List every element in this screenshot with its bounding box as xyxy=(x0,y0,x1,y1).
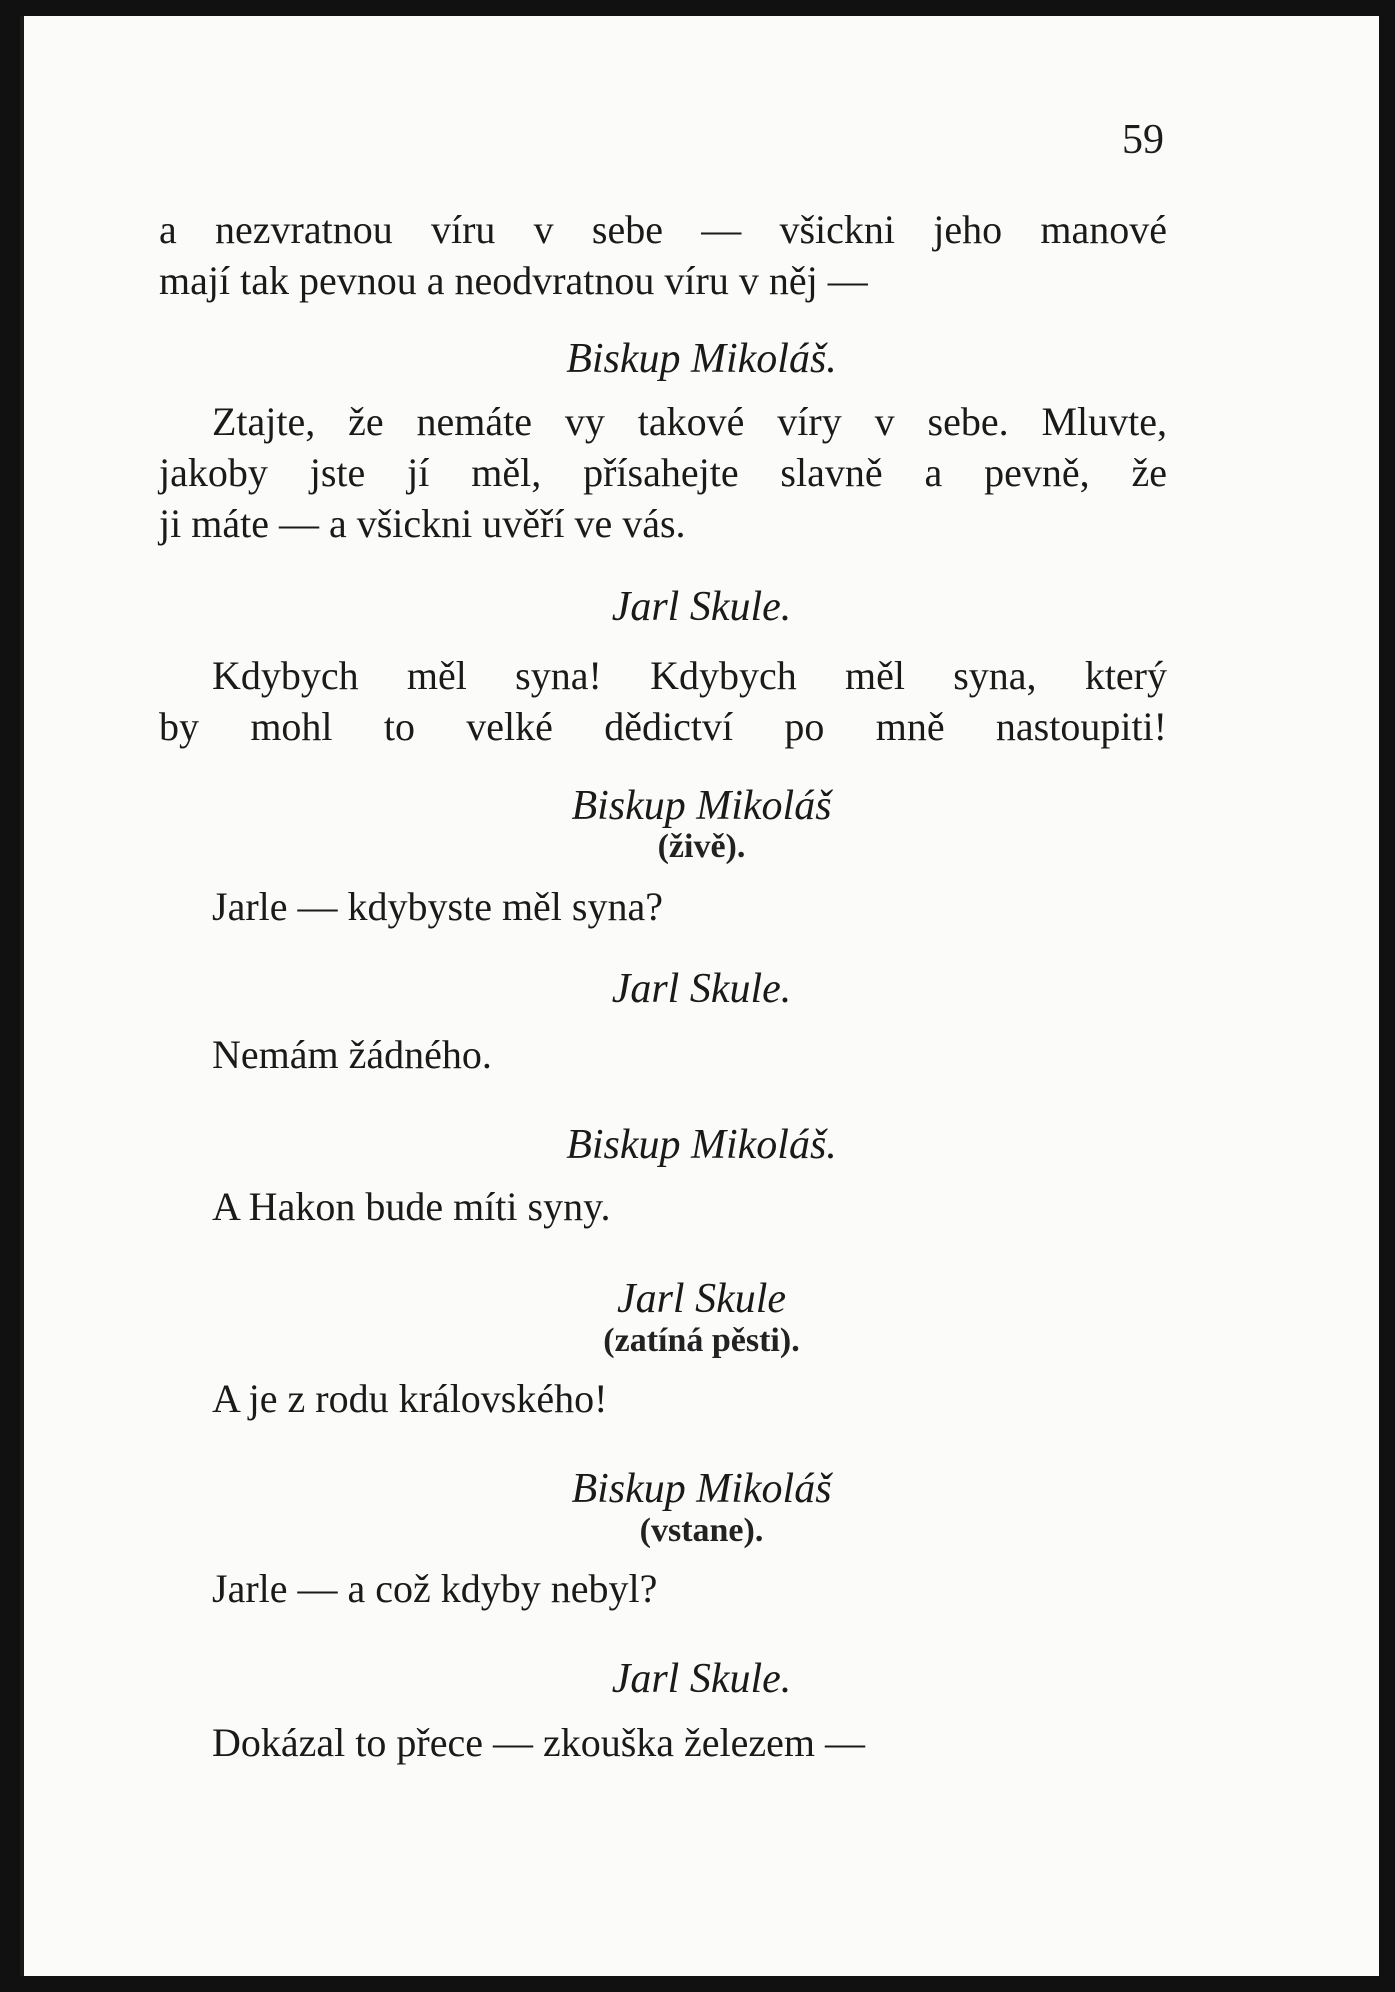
opening-line: mají tak pevnou a neodvratnou víru v něj — xyxy=(159,258,868,303)
stage-direction: (vstane). xyxy=(639,1512,764,1549)
speech-line: jakoby jste jí měl, přísahejte slavně a pevně, že xyxy=(159,450,1167,495)
speaker-name: Jarl Skule. xyxy=(611,584,792,630)
speech-line: by mohl to velké dědictví po mně nastoupiti! xyxy=(159,704,1167,749)
speaker-name: Biskup Mikoláš. xyxy=(566,1122,837,1168)
speaker-name: Biskup Mikoláš. xyxy=(566,336,837,382)
speech-line: A Hakon bude míti syny. xyxy=(212,1184,611,1229)
speaker-name: Jarl Skule xyxy=(616,1276,787,1322)
speech-line: ji máte — a všickni uvěří ve vás. xyxy=(159,501,686,546)
speaker-name: Jarl Skule. xyxy=(611,1656,792,1702)
speaker-name: Jarl Skule. xyxy=(611,966,792,1012)
speaker-name: Biskup Mikoláš xyxy=(571,783,832,829)
page-number: 59 xyxy=(1122,117,1164,163)
book-page xyxy=(24,16,1379,1976)
speech-line: Nemám žádného. xyxy=(212,1032,492,1077)
speech-line: Jarle — a což kdyby nebyl? xyxy=(212,1566,658,1611)
opening-line: a nezvratnou víru v sebe — všickni jeho manové xyxy=(159,207,1167,252)
stage-direction: (zatíná pěsti). xyxy=(603,1322,800,1359)
speech-line: Kdybych měl syna! Kdybych měl syna, který xyxy=(212,653,1167,698)
speech-line: Dokázal to přece — zkouška železem — xyxy=(212,1720,866,1765)
speech-line: A je z rodu královského! xyxy=(212,1376,608,1421)
speaker-name: Biskup Mikoláš xyxy=(571,1466,832,1512)
stage-direction: (živě). xyxy=(657,828,746,865)
speech-line: Ztajte, že nemáte vy takové víry v sebe. Mluvte, xyxy=(212,399,1167,444)
speech-line: Jarle — kdybyste měl syna? xyxy=(212,884,663,929)
